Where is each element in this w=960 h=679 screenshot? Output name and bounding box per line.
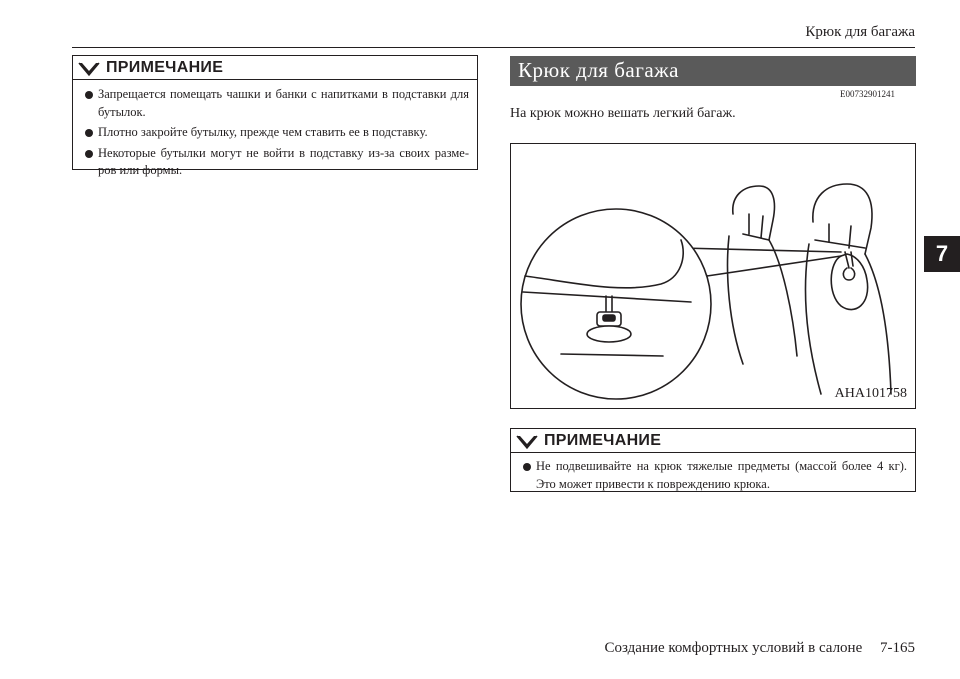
bullet-icon <box>523 463 531 471</box>
bullet-icon <box>85 91 93 99</box>
note-box-right <box>510 428 916 492</box>
note-header <box>511 429 915 453</box>
luggage-hook-illustration <box>510 143 916 409</box>
bullet-icon <box>85 150 93 158</box>
footer-section: Создание комфортных условий в салоне <box>604 640 863 656</box>
note-check-icon <box>515 432 539 450</box>
note-item: Не подвешивайте на крюк тяжелые предметы (массой более 4 кг). Это может привести к повреждению крюка. <box>523 458 907 493</box>
chapter-tab: 7 <box>924 236 960 272</box>
note-list <box>73 80 477 191</box>
figure-code: AHA101758 <box>834 386 907 401</box>
note-title: ПРИМЕЧАНИЕ <box>106 58 224 76</box>
page-number: 7-165 <box>880 640 915 656</box>
seat-hook-drawing <box>511 144 916 409</box>
note-item: Запрещается помещать чашки и банки с напитками в подставки для бутылок. <box>85 86 469 121</box>
note-item: Некоторые бутылки могут не войти в подставку из-за своих разме-ров или формы. <box>85 145 469 180</box>
note-check-icon <box>77 59 101 77</box>
note-title: ПРИМЕЧАНИЕ <box>544 431 662 449</box>
note-list <box>511 453 915 504</box>
note-item: Плотно закройте бутылку, прежде чем ставить ее в подставку. <box>85 124 469 142</box>
page-header <box>72 22 915 48</box>
section-code: E00732901241 <box>840 89 895 99</box>
bullet-icon <box>85 129 93 137</box>
section-paragraph: На крюк можно вешать легкий багаж. <box>510 106 736 121</box>
note-box-left <box>72 55 478 177</box>
page-footer <box>605 640 916 657</box>
note-header <box>73 56 477 80</box>
section-title: Крюк для багажа <box>510 56 916 86</box>
header-title: Крюк для багажа <box>805 24 915 40</box>
